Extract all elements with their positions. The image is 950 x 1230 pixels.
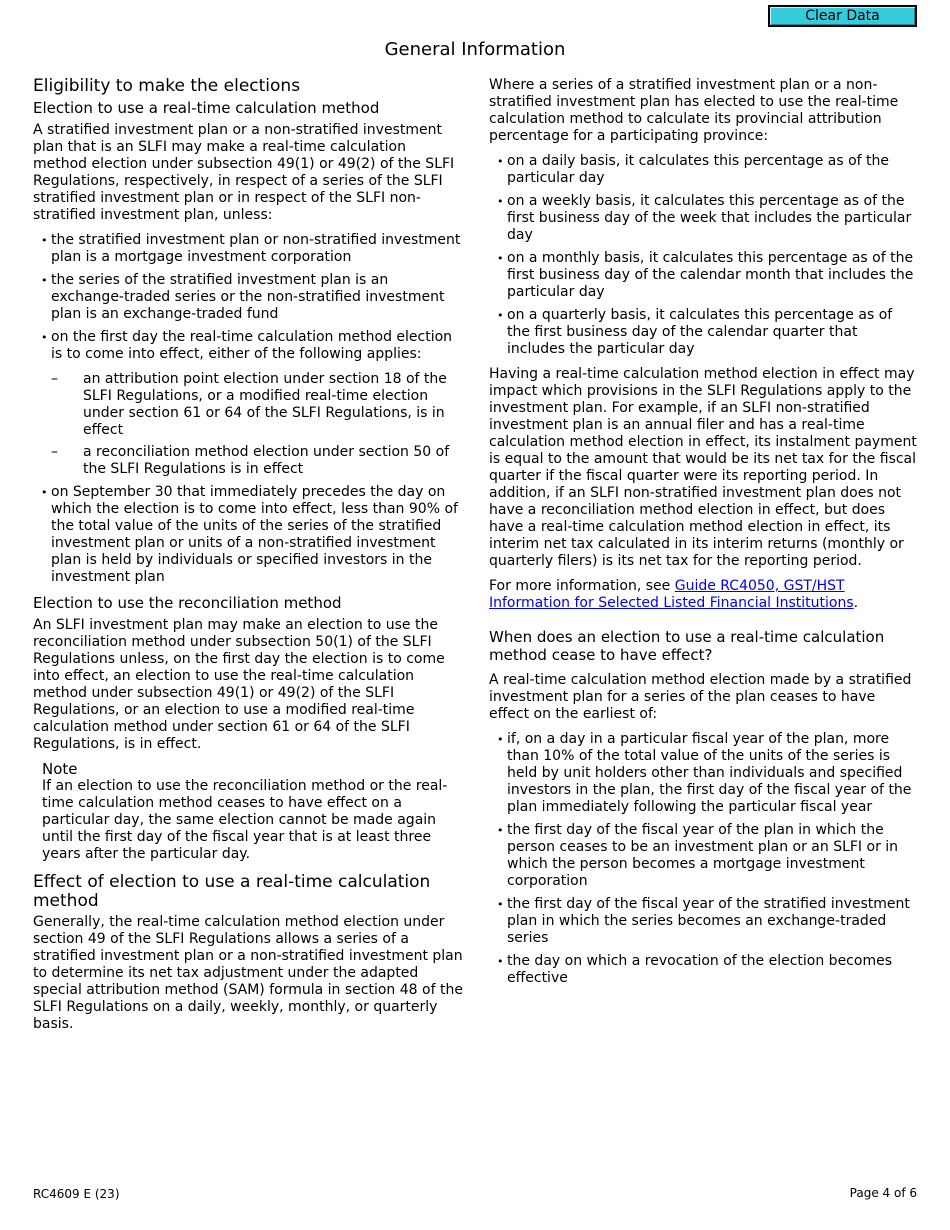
heading-cease: When does an election to use a real-time calculation method cease to have effect? (489, 628, 885, 664)
heading-reconciliation: Election to use the reconciliation method (33, 594, 342, 612)
list-item: • the first day of the fiscal year of the plan in which the person ceases to be an investment plan or an SLFI or in which the person becomes a mortgage investment corporation (489, 822, 919, 890)
list-item: • the day on which a revocation of the election becomes effective (489, 953, 919, 987)
sub-list (51, 371, 463, 478)
realtime-conditions-list (33, 232, 463, 586)
paragraph-realtime-election: A stratified investment plan or a non-stratified investment plan that is an SLFI may make a real-time calculation method election under subsection 49(1) or 49(2) of the SLFI Regulations, respectively, in respect of a series of the SLFI stratified investment plan or in respect of the SLFI non-stratified investment plan, unless: (33, 122, 455, 223)
note-text: If an election to use the reconciliation method or the real-time calculation method ceases to have effect on a particular day, the same election cannot be made again until the first day of the fiscal year that is at least three years after the particular day. (42, 778, 448, 862)
list-item: • on a daily basis, it calculates this percentage as of the particular day (489, 153, 919, 187)
cease-conditions-list (489, 731, 919, 987)
sub-list-item: – an attribution point election under section 18 of the SLFI Regulations, or a modified real-time election under section 61 or 64 of the SLFI Regulations, is in effect (51, 371, 463, 439)
list-item: • the stratified investment plan or non-stratified investment plan is a mortgage investment corporation (33, 232, 463, 266)
list-item: • on a quarterly basis, it calculates this percentage as of the first business day of the calendar quarter that includes the particular day (489, 307, 919, 358)
note-title: Note (42, 760, 78, 778)
list-item: • the first day of the fiscal year of the stratified investment plan in which the series becomes an exchange-traded series (489, 896, 919, 947)
list-item: • on a monthly basis, it calculates this percentage as of the first business day of the calendar month that includes the particular day (489, 250, 919, 301)
list-item: • the series of the stratified investment plan is an exchange-traded series or the non-stratified investment plan is an exchange-traded fund (33, 272, 463, 323)
paragraph-reconciliation: An SLFI investment plan may make an election to use the reconciliation method under subsection 50(1) of the SLFI Regulations unless, on the first day the election is to come into effect, an election to use the real-time calculation method under subsection 49(1) or 49(2) of the SLFI Regulations, or an election to use a modified real-time calculation method under section 61 or 64 of the SLFI Regulations, is in effect. (33, 617, 445, 752)
list-item (33, 329, 463, 478)
list-item-text: on the first day the real-time calculation method election is to come into effect, either of the following applies: (51, 329, 453, 362)
more-info-prefix: For more information, see (489, 578, 675, 594)
paragraph-impact: Having a real-time calculation method election in effect may impact which provisions in the SLFI Regulations apply to the investment plan. For example, if an SLFI non-stratified investment plan is an annual filer and has a real-time calculation method election in effect, its instalment payment is equal to the amount that would be its net tax for the fiscal quarter if the fiscal quarter were its reporting period. In addition, if an SLFI non-stratified investment plan does not have a reconciliation method election in effect, but does have a real-time calculation method election in effect, its interim net tax calculated in its interim returns (monthly or quarterly filers) is its net tax for the reporting period. (489, 366, 917, 569)
page-title: General Information (384, 39, 566, 60)
paragraph-cease: A real-time calculation method election made by a stratified investment plan for a series of the plan ceases to have effect on the earliest of: (489, 672, 912, 722)
page-number: Page 4 of 6 (849, 1186, 917, 1200)
heading-eligibility: Eligibility to make the elections (33, 76, 301, 96)
paragraph-more-info (489, 578, 919, 612)
heading-effect: Effect of election to use a real-time calculation method (33, 872, 431, 911)
note-box (33, 761, 463, 863)
list-item: • if, on a day in a particular fiscal year of the plan, more than 10% of the total value of the units of the series is held by unit holders other than individuals and specified investors in the plan, the first day of the fiscal year of the plan immediately following the particular fiscal year (489, 731, 919, 816)
sub-list-item: – a reconciliation method election under section 50 of the SLFI Regulations is in effect (51, 444, 463, 478)
paragraph-intro: Where a series of a stratified investment plan or a non-stratified investment plan has elected to use the real-time calculation method to calculate its provincial attribution percentage for a participating province: (489, 77, 899, 144)
heading-realtime-election: Election to use a real-time calculation method (33, 99, 380, 117)
clear-data-button[interactable]: Clear Data (768, 5, 917, 27)
calculation-basis-list (489, 153, 919, 358)
form-identifier: RC4609 E (23) (33, 1187, 120, 1201)
more-info-suffix: . (853, 595, 859, 611)
left-column (33, 77, 463, 1041)
list-item: • on a weekly basis, it calculates this percentage as of the first business day of the week that includes the particular day (489, 193, 919, 244)
list-item: • on September 30 that immediately precedes the day on which the election is to come into effect, less than 90% of the total value of the units of the series of the stratified investment plan or units of a non-stratified investment plan is held by individuals or specified investors in the investment plan (33, 484, 463, 586)
paragraph-effect: Generally, the real-time calculation method election under section 49 of the SLFI Regulations allows a series of a stratified investment plan or a non-stratified investment plan to determine its net tax adjustment under the adapted special attribution method (SAM) formula in section 48 of the SLFI Regulations on a daily, weekly, monthly, or quarterly basis. (33, 914, 463, 1032)
guide-rc4050-link[interactable]: Guide RC4050, GST/HST Information for Selected Listed Financial Institutions (489, 578, 854, 611)
right-column (489, 77, 919, 995)
